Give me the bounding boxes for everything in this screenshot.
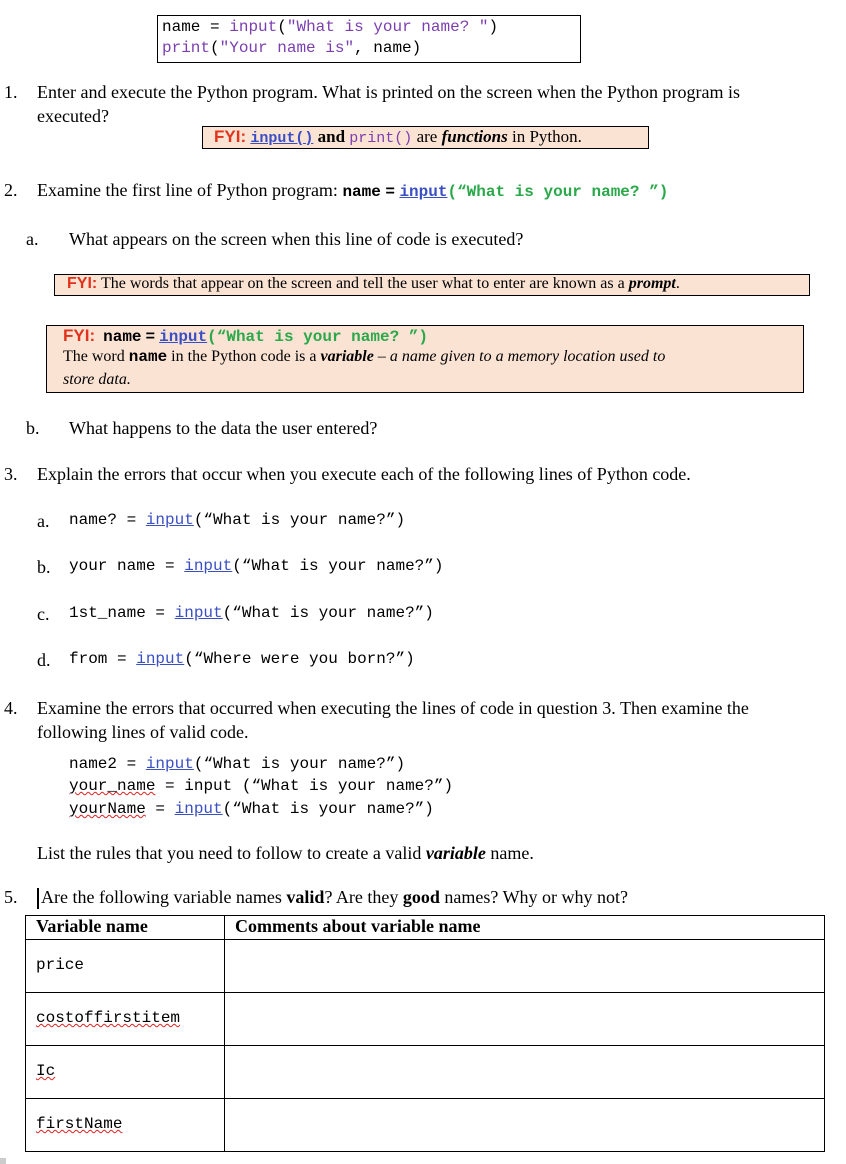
fyi-text: store data. [63,371,131,388]
q2-code-arg: (“What is your name? ”) [447,183,669,201]
fyi-name-code: name [128,348,168,366]
code-arg: (“Where were you born?”) [184,650,415,668]
fyi-label: FYI: [67,275,98,292]
variable-name-text: costoffirstitem [36,1009,181,1027]
code-pre: 1st_name = [69,604,175,622]
variable-names-table [25,915,825,1152]
code-var: your_name [69,777,156,795]
fyi-tail: in Python. [511,127,582,146]
code-func: input [174,800,223,818]
period: . [675,275,680,292]
fyi-and: and [317,127,346,146]
q3-item-a-marker: a. [37,511,50,531]
variable-name-text: Ic [36,1062,56,1080]
code-func: input [136,650,185,668]
fyi-variable-line-2 [63,348,665,366]
fyi-variable-line-1 [63,326,428,346]
variable-cell [26,1046,225,1099]
q5-number: 5. [4,887,18,907]
rules-text: List the rules that you need to follow to create a valid [37,843,422,863]
variable-name-text: firstName [36,1115,123,1133]
q4-number: 4. [4,698,18,718]
fyi-label: FYI: [214,127,247,146]
q3-item-c-code [69,604,434,622]
q2-code-func: input [399,183,448,201]
q4-rules-text [37,843,534,864]
code-var: name [162,18,201,36]
fyi-text: – a name given to a memory location used to [377,348,666,365]
variable-term: variable [425,843,486,863]
good-term: good [402,887,440,907]
text-cursor [37,888,39,909]
fyi-are: are [416,127,438,146]
table-row [26,993,825,1046]
table-header-variable-name: Variable name [26,916,225,940]
q2-code-eq: = [385,183,395,201]
fyi-text: in the Python code is a [171,348,317,365]
comment-cell[interactable] [225,940,825,993]
fyi-functions-term: functions [441,127,508,146]
fyi-text: The word [63,348,125,365]
corner-marker [0,1158,6,1164]
code-var: yourName [69,800,146,818]
fyi-code-var: name [103,328,142,346]
variable-cell [26,1099,225,1152]
code-func: input [184,557,233,575]
fyi-prompt-body: The words that appear on the screen and tell the user what to enter are known as a [100,275,625,292]
code-eq: = [145,800,175,818]
q3-number: 3. [4,464,18,484]
code-arg: "What is your name? " [286,18,489,36]
rules-text: name. [490,843,534,863]
variable-cell: price [26,940,225,993]
variable-term: variable [320,348,374,365]
valid-term: valid [286,887,325,907]
code-func: input [145,511,194,529]
code-eq: = [155,777,185,795]
fyi-variable-line-3 [63,371,131,389]
q2-text [37,180,668,201]
table-header-row [26,916,825,940]
q5-text-b: ? Are they [324,887,399,907]
code-arg: "Your name is" [219,39,355,57]
q2-number: 2. [4,180,18,200]
code-pre: name? = [69,511,146,529]
q1-number: 1. [4,82,18,102]
prompt-term: prompt [628,275,676,292]
fyi-functions-text [214,127,582,147]
q2-text-main: Examine the first line of Python program: [37,180,338,200]
q3-item-b-marker: b. [37,557,51,577]
code-line-1 [162,18,498,36]
comment-cell[interactable] [225,1046,825,1099]
q4-text-line-1: Examine the errors that occurred when executing the lines of code in question 3. Then examine the [37,698,749,718]
code-pre: your name = [69,557,185,575]
q3-item-c-marker: c. [37,604,50,624]
code-arg: (“What is your name?”) [232,777,454,795]
q5-text-c: names? Why or why not? [444,887,629,907]
q3-text: Explain the errors that occur when you execute each of the following lines of Python code. [37,464,691,484]
code-arg: (“What is your name?”) [232,557,444,575]
code-paren: ) [488,18,499,36]
code-func: print [162,39,211,57]
print-func-ref: print() [349,130,413,147]
q4-code-line-2 [69,777,453,795]
code-arg: (“What is your name?”) [222,800,434,818]
fyi-prompt-text [67,275,680,293]
fyi-code-func: input [159,328,208,346]
code-line-2 [162,39,421,57]
q2a-text: What appears on the screen when this line of code is executed? [69,229,524,249]
code-eq: = [117,755,146,773]
fyi-code-arg: (“What is your name? ”) [207,328,428,346]
code-rest: , name) [354,39,422,57]
q3-item-d-marker: d. [37,650,51,670]
q1-text-line-1: Enter and execute the Python program. What is printed on the screen when the Python program is [37,82,740,102]
code-var: name2 [69,755,118,773]
table-row [26,1099,825,1152]
table-row [26,940,825,993]
q2b-text: What happens to the data the user entered? [69,418,378,438]
code-pre: from = [69,650,137,668]
input-func-ref: input() [250,130,314,147]
code-arg: (“What is your name?”) [222,604,434,622]
code-func: input [184,777,233,795]
q3-item-b-code [69,557,443,575]
code-paren: ( [277,18,287,36]
q4-code-line-3 [69,800,434,818]
q5-text [41,887,628,908]
q4-text-line-2: following lines of valid code. [37,722,249,742]
code-func: input [145,755,194,773]
fyi-label: FYI: [63,326,96,345]
comment-cell[interactable] [225,1099,825,1152]
q2a-marker: a. [26,229,39,249]
code-arg: (“What is your name?”) [193,755,406,773]
table-row [26,1046,825,1099]
q2b-marker: b. [26,418,40,438]
q3-item-a-code [69,511,405,529]
q5-text-a: Are the following variable names [41,887,282,907]
variable-cell [26,993,225,1046]
q2-code-var: name [342,183,381,201]
q3-item-d-code [69,650,415,668]
fyi-code-eq: = [145,328,156,346]
table-header-comments: Comments about variable name [225,916,825,940]
code-func: input [174,604,223,622]
code-paren: ( [210,39,220,57]
q1-text-line-2: executed? [37,106,109,126]
code-func: input [229,18,278,36]
comment-cell[interactable] [225,993,825,1046]
code-arg: (“What is your name?”) [193,511,406,529]
q4-code-line-1 [69,755,405,773]
code-eq: = [210,18,220,36]
